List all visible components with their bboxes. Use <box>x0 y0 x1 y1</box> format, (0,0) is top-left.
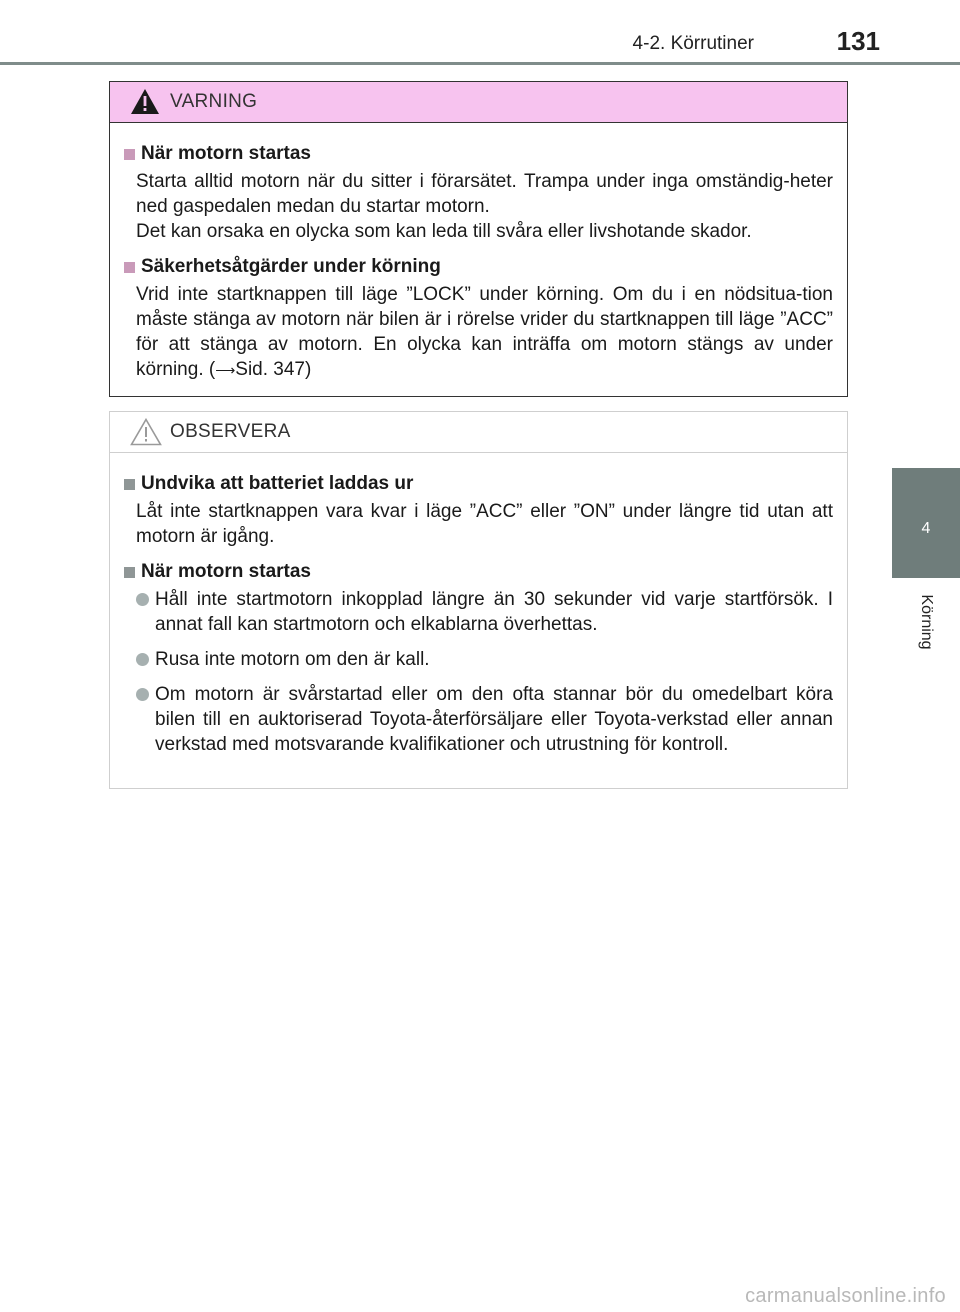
notice-title: OBSERVERA <box>170 421 291 442</box>
square-bullet-icon <box>124 262 135 273</box>
square-bullet-icon <box>124 479 135 490</box>
chapter-tab <box>892 468 960 578</box>
list-item: Håll inte startmotorn inkopplad längre än 30 sekunder vid varje startförsök. I annat fall kan startmotorn och elkablarna överhettas. <box>124 587 833 637</box>
list-item: Om motorn är svårstartad eller om den ofta stannar bör du omedelbart köra bilen till en auktoriserad Toyota-återförsäljare eller Toyota-verkstad eller annan verkstad med motsvarande kvalifikationer och utrustning för kontroll. <box>124 682 833 757</box>
page-header <box>0 0 960 66</box>
arrow-right-icon: ⟶ <box>215 362 236 378</box>
square-bullet-icon <box>124 567 135 578</box>
list-item: Rusa inte motorn om den är kall. <box>124 647 833 672</box>
square-bullet-icon <box>124 149 135 160</box>
circle-bullet-icon <box>136 688 149 701</box>
circle-bullet-icon <box>136 653 149 666</box>
section-title: 4-2. Körrutiner <box>632 33 754 54</box>
chapter-number: 4 <box>921 520 931 537</box>
notice-heading-2: När motorn startas <box>124 561 833 583</box>
warning-header <box>110 82 847 123</box>
notice-box <box>109 411 848 789</box>
notice-header <box>110 412 847 453</box>
caution-triangle-icon <box>130 418 162 446</box>
warning-title: VARNING <box>170 91 258 112</box>
chapter-label: Körning <box>918 594 935 650</box>
warning-text-2: Vrid inte startknappen till läge ”LOCK” under körning. Om du i en nödsitua-tion måste stänga av motorn när bilen är i rörelse vrider du startknappen till läge ”ACC” för att stänga av motorn. En olycka kan inträffa om motorn stängs av under körning. (⟶Sid. 347) <box>136 284 833 380</box>
warning-text-1: Starta alltid motorn när du sitter i förarsätet. Trampa under inga omständig-heter ned gaspedalen medan du startar motorn. Det kan orsaka en olycka som kan leda till svåra eller livshotande skador. <box>136 171 833 242</box>
notice-text-1: Låt inte startknappen vara kvar i läge ”ACC” eller ”ON” under längre tid utan att motorn är igång. <box>136 501 833 547</box>
warning-heading-2: Säkerhetsåtgärder under körning <box>124 256 833 278</box>
warning-triangle-icon <box>130 88 160 115</box>
page-reference-link[interactable]: Sid. 347) <box>235 359 312 380</box>
watermark: carmanualsonline.info <box>745 1285 946 1307</box>
page-number: 131 <box>836 26 880 56</box>
warning-box <box>109 81 848 397</box>
warning-heading-1: När motorn startas <box>124 143 833 165</box>
header-rule <box>0 62 960 65</box>
circle-bullet-icon <box>136 593 149 606</box>
notice-heading-1: Undvika att batteriet laddas ur <box>124 473 833 495</box>
